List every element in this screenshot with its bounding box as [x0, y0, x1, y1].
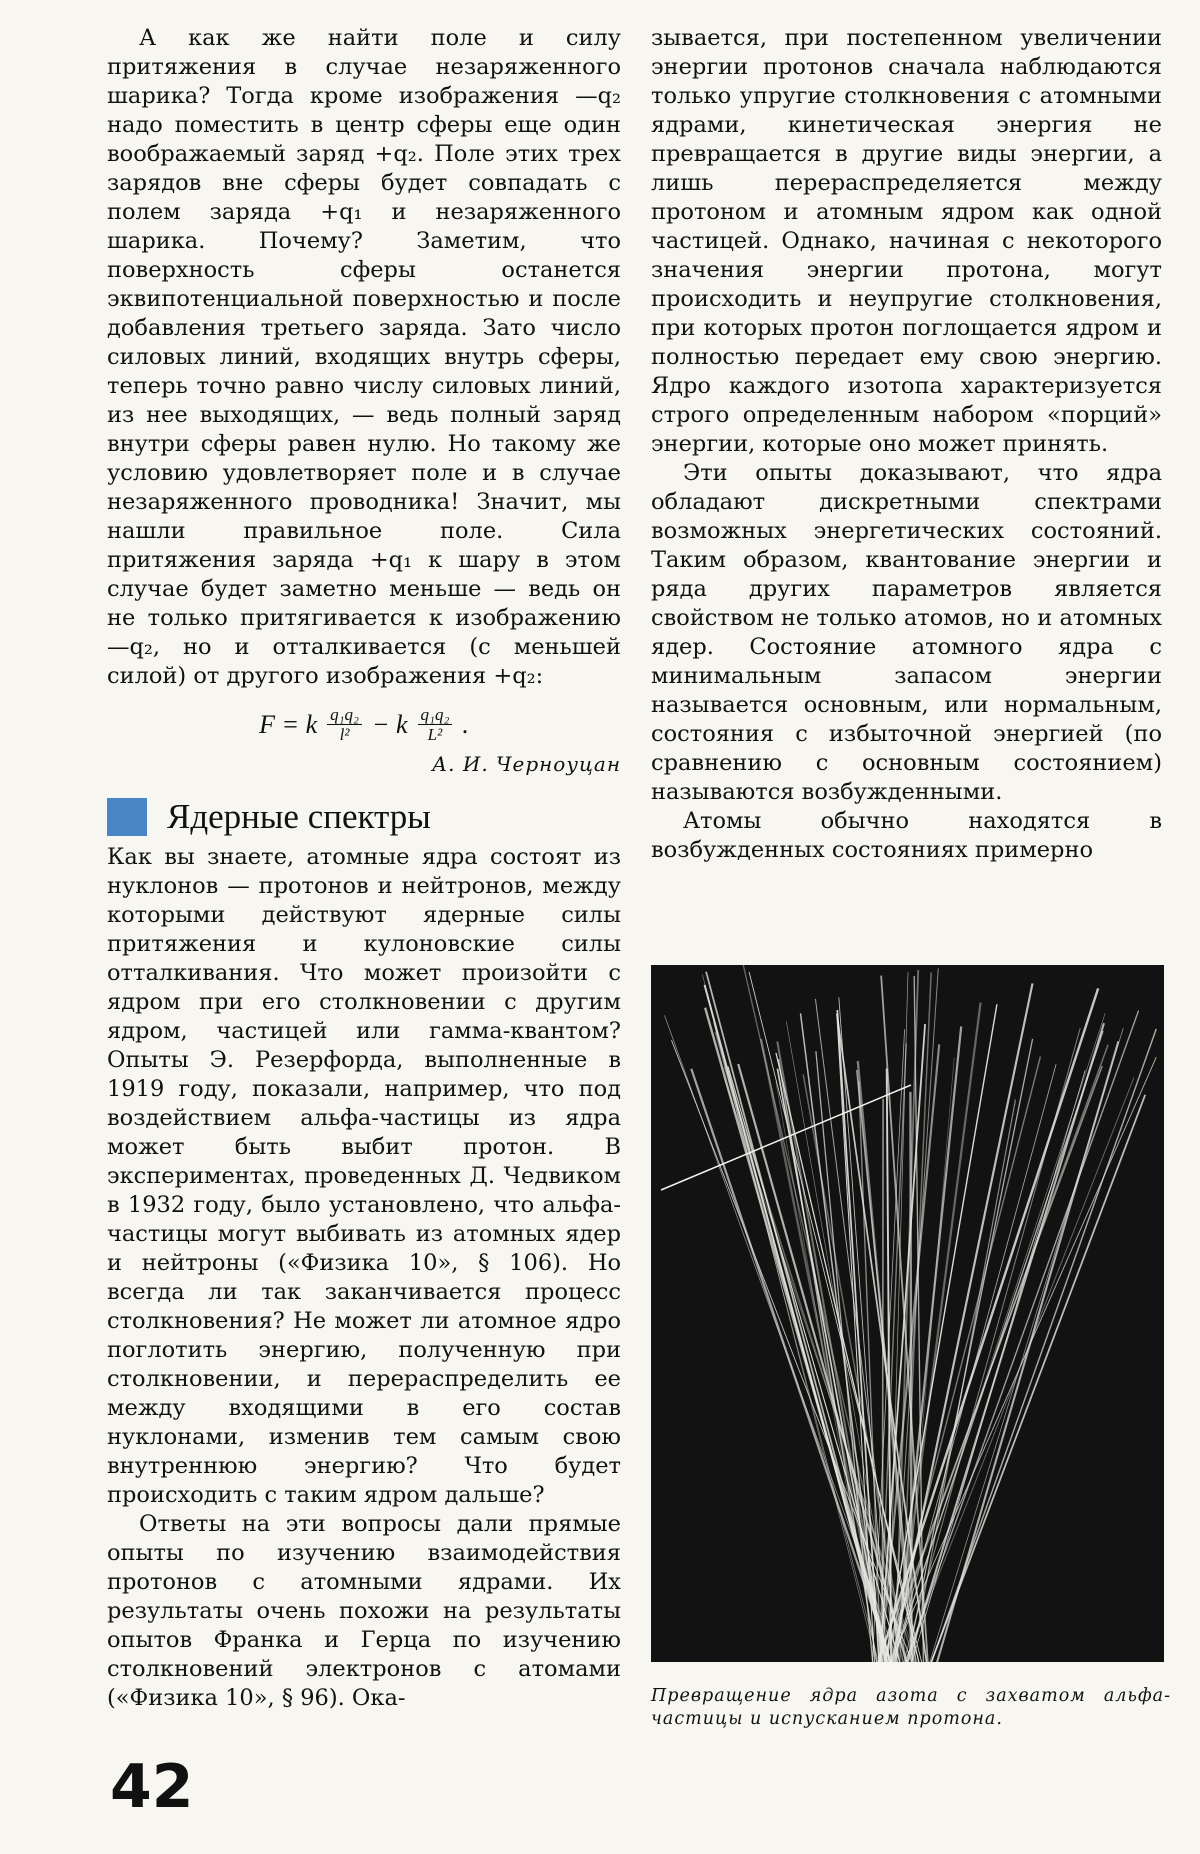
force-formula	[107, 705, 621, 744]
right-paragraph-3: Атомы обычно находятся в возбужденных состояниях примерно	[651, 808, 1162, 863]
fraction-2-denominator: L²	[427, 725, 443, 744]
section-marker-icon	[107, 798, 147, 836]
section-paragraph-2: Ответы на эти вопросы дали прямые опыты по изучению взаимодействия протонов с атомными ядрами. Их результаты очень похожи на результаты опытов Франка и Герца по изучению столкновений электронов с атомами («Физика 10», § 96). Ока-	[107, 1511, 621, 1711]
formula-lhs: F = k	[259, 710, 318, 739]
right-paragraph-1: зывается, при постепенном увеличении энергии протонов сначала наблюдаются только упругие столкновения с атомными ядрами, кинетическая энергия не превращается в другие виды энергии, а лишь перераспределяется между протоном и атомным ядром как одной частицей. Однако, начиная с некоторого значения энергии протона, могут происходить и неупругие столкновения, при которых протон поглощается ядром и полностью передает ему свою энергию. Ядро каждого изотопа характеризуется строго определенным набором «порций» энергии, которые оно может принять.	[651, 25, 1162, 457]
article-author: А. И. Черноуцан	[432, 752, 621, 776]
page-number: 42	[110, 1752, 194, 1822]
right-paragraph-2: Эти опыты доказывают, что ядра обладают дискретными спектрами возможных энергетических состояний. Таким образом, квантование энергии и ряда других параметров является свойством не только атомов, но и атомных ядер. Состояние атомного ядра с минимальным запасом энергии называется основным, или нормальным, состояния с избыточной энергией (по сравнению с основным состоянием) называются возбужденными.	[651, 460, 1162, 805]
left-column	[107, 24, 621, 1713]
intro-paragraph: А как же найти поле и силу притяжения в случае незаряженного шарика? Тогда кроме изображения —q₂ надо поместить в центр сферы еще один воображаемый заряд +q₂. Поле этих трех зарядов вне сферы будет совпадать с полем заряда +q₁ и незаряженного шарика. Почему? Заметим, что поверхность сферы останется эквипотенциальной поверхностью и после добавления третьего заряда. Зато число силовых линий, входящих внутрь сферы, теперь точно равно числу силовых линий, из нее выходящих, — ведь полный заряд внутри сферы равен нулю. Но такому же условию удовлетворяет поле и в случае незаряженного проводника! Значит, мы нашли правильное поле. Сила притяжения заряда +q₁ к шару в этом случае будет заметно меньше — ведь он не только притягивается к изображению —q₂, но и отталкивается (с меньшей силой) от другого изображения +q₂:	[107, 25, 621, 689]
cloud-chamber-photo	[651, 965, 1164, 1662]
section-title: Ядерные спектры	[167, 797, 431, 836]
fraction-1-denominator: l²	[339, 725, 350, 744]
formula-fraction-2	[418, 705, 453, 744]
formula-minus: − k	[371, 710, 408, 739]
formula-end: .	[462, 710, 469, 739]
section-paragraph-1: Как вы знаете, атомные ядра состоят из нуклонов — протонов и нейтронов, между которыми действуют ядерные силы притяжения и кулоновские силы отталкивания. Что может произойти с ядром при его столкновении с другим ядром, частицей или гамма-квантом? Опыты Э. Резерфорда, выполненные в 1919 году, показали, например, что под воздействием альфа-частицы из ядра может быть выбит протон. В экспериментах, проведенных Д. Чедвиком в 1932 году, было установлено, что альфа-частицы могут выбивать из атомных ядер и нейтроны («Физика 10», § 106). Но всегда ли так заканчивается процесс столкновения? Не может ли атомное ядро поглотить энергию, полученную при столкновении, и перераспределить ее между входящими в его состав нуклонами, изменив тем самым свою внутреннюю энергию? Что будет происходить с таким ядром дальше?	[107, 844, 621, 1508]
figure-caption: Превращение ядра азота с захватом альфа-частицы и испусканием протона.	[651, 1686, 1171, 1729]
fraction-2-numerator: q₁q₂	[418, 705, 453, 725]
formula-fraction-1	[327, 705, 362, 744]
particle-tracks-icon	[651, 965, 1164, 1662]
right-column	[651, 24, 1162, 865]
fraction-1-numerator: q₁q₂	[327, 705, 362, 725]
section-heading	[107, 797, 621, 837]
particle-track	[896, 1077, 1134, 1662]
